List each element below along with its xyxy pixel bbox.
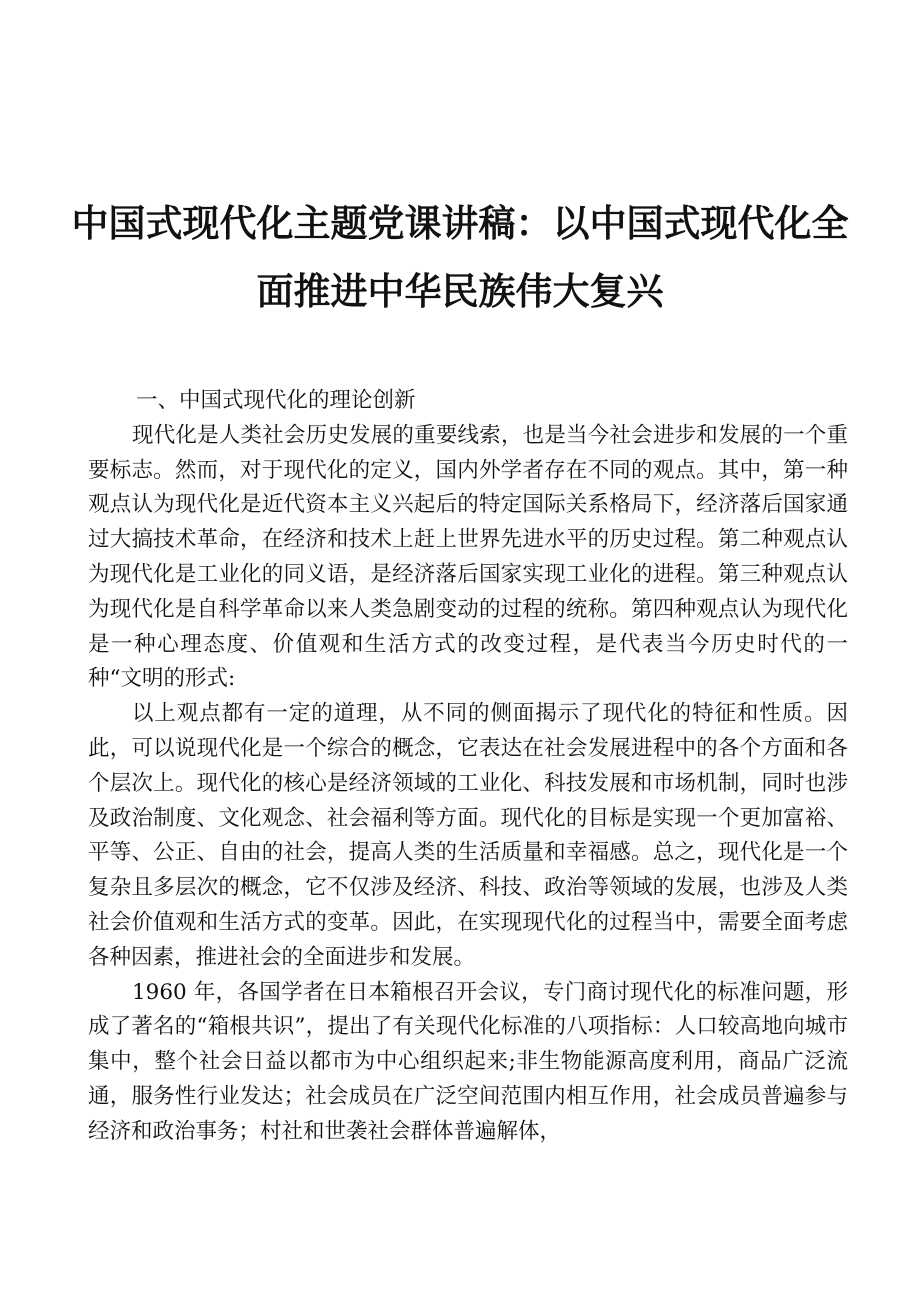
body-paragraph: 1960 年，各国学者在日本箱根召开会议，专门商讨现代化的标准问题，形成了著名的“箱根共识”，提出了有关现代化标准的八项指标：人口较高地向城市集中，整个社会日益以都市为中心组织起来;非生物能源高度利用，商品广泛流通，服务性行业发达；社会成员在广泛空间范围内相互作用，社会成员普遍参与经济和政治事务；村社和世袭社会群体普遍解体， <box>88 979 848 1144</box>
body-paragraph: 以上观点都有一定的道理，从不同的侧面揭示了现代化的特征和性质。因此，可以说现代化是一个综合的概念，它表达在社会发展进程中的各个方面和各个层次上。现代化的核心是经济领域的工业化、科技发展和市场机制，同时也涉及政治制度、文化观念、社会福利等方面。现代化的目标是实现一个更加富裕、平等、公正、自由的社会，提高人类的生活质量和幸福感。总之，现代化是一个复杂且多层次的概念，它不仅涉及经济、科技、政治等领域的发展，也涉及人类社会价值观和生活方式的变革。因此，在实现现代化的过程当中，需要全面考虑各种因素，推进社会的全面进步和发展。 <box>88 701 848 970</box>
document-title-line-1: 中国式现代化主题党课讲稿：以中国式现代化全 <box>71 202 849 245</box>
document-title-line-2: 面推进中华民族伟大复兴 <box>256 270 664 313</box>
document-body <box>88 384 848 1150</box>
body-paragraph: 现代化是人类社会历史发展的重要线索，也是当今社会进步和发展的一个重要标志。然而，对于现代化的定义，国内外学者存在不同的观点。其中，第一种观点认为现代化是近代资本主义兴起后的特定国际关系格局下，经济落后国家通过大搞技术革命，在经济和技术上赶上世界先进水平的历史过程。第二种观点认为现代化是工业化的同义语，是经济落后国家实现工业化的进程。第三种观点认为现代化是自科学革命以来人类急剧变动的过程的统称。第四种观点认为现代化是一种心理态度、价值观和生活方式的改变过程，是代表当今历史时代的一种“文明的形式: <box>88 422 848 692</box>
section-heading: 一、中国式现代化的理论创新 <box>136 388 416 413</box>
